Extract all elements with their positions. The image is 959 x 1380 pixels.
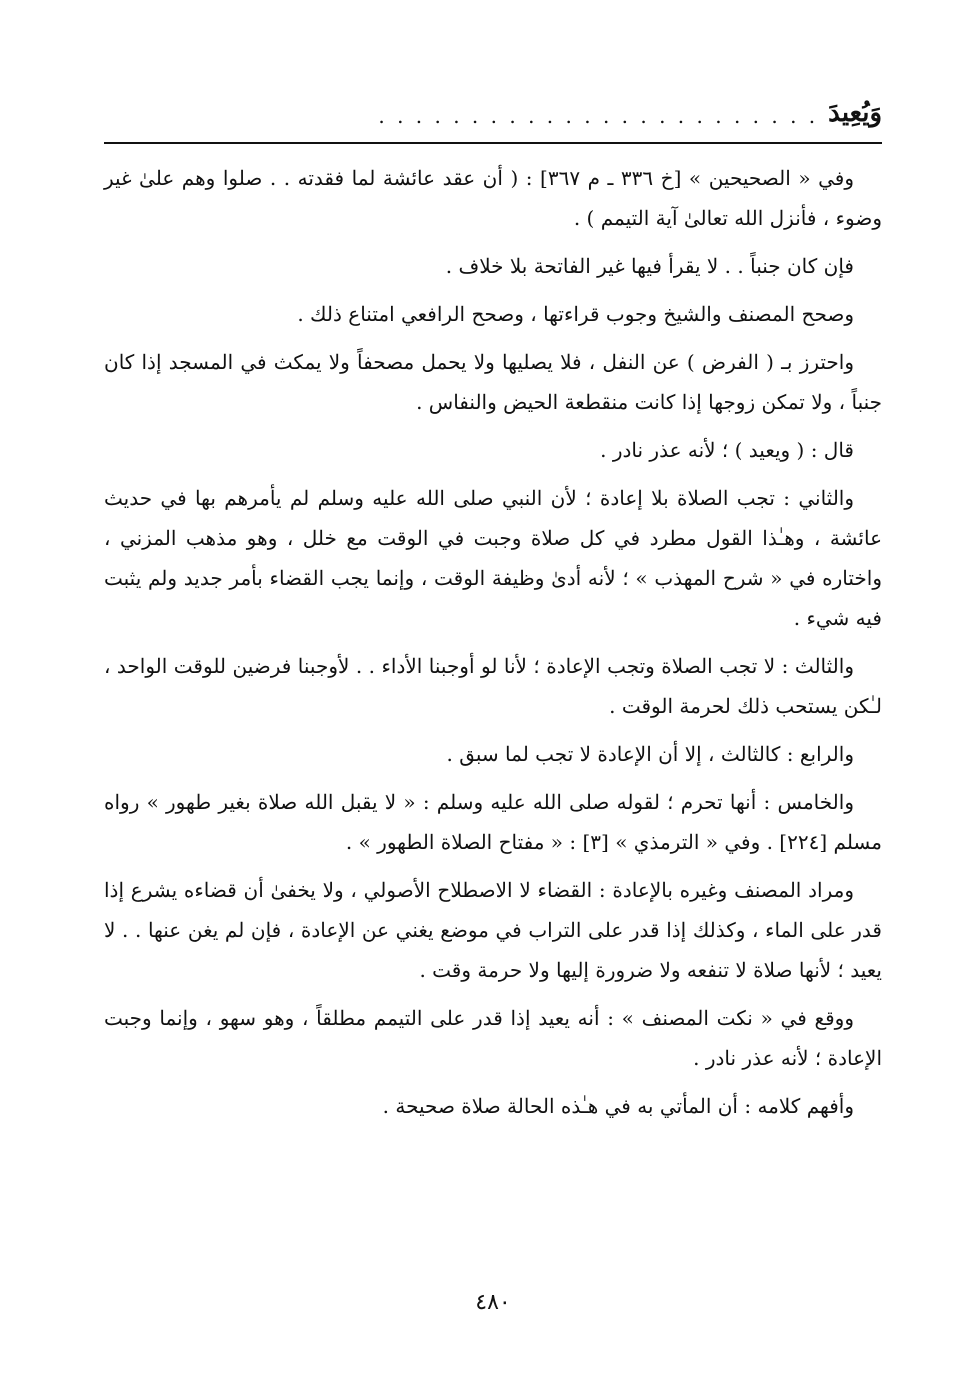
header-rule xyxy=(104,142,882,144)
book-page xyxy=(104,78,882,1358)
paragraph-3: وصحح المصنف والشيخ وجوب قراءتها ، وصحح الرافعي امتناع ذلك . xyxy=(297,302,854,326)
page-number: ٤٨٠ xyxy=(475,1290,511,1315)
paragraph-4: واحترز بـ ( الفرض ) عن النفل ، فلا يصليها ولا يحمل مصحفاً ولا يمكث في المسجد إذا كان جنباً ، ولا تمكن زوجها إذا كانت منقطعة الحيض والنفاس . xyxy=(104,350,882,414)
paragraph-11: ووقع في « نكت المصنف » : أنه يعيد إذا قدر على التيمم مطلقاً ، وهو سهو ، وإنما وجبت الإعادة ؛ لأنه عذر نادر . xyxy=(104,1006,882,1070)
paragraph-12: وأفهم كلامه : أن المأتي به في هـٰذه الحالة صلاة صحيحة . xyxy=(382,1094,854,1118)
running-header xyxy=(104,78,882,140)
paragraph-7: والثالث : لا تجب الصلاة وتجب الإعادة ؛ لأنا لو أوجبنا الأداء . . لأوجبنا فرضين للوقت الواحد ، لـٰكن يستحب ذلك لحرمة الوقت . xyxy=(104,654,882,718)
paragraph-8: والرابع : كالثالث ، إلا أن الإعادة لا تجب لما سبق . xyxy=(446,742,854,766)
paragraph-9: والخامس : أنها تحرم ؛ لقوله صلى الله عليه وسلم : « لا يقبل الله صلاة بغير طهور » رواه مسلم [٢٢٤] . وفي « الترمذي » [٣] : « مفتاح الصلاة الطهور » . xyxy=(104,790,882,854)
header-title: وَيُعِيدَ xyxy=(828,98,882,128)
header-leader-dots: . . . . . . . . . . . . . . . . . . . . . . . . xyxy=(378,104,819,128)
body-text xyxy=(104,158,882,1126)
paragraph-10: ومراد المصنف وغيره بالإعادة : القضاء لا الاصطلاح الأصولي ، ولا يخفىٰ أن قضاءه يشرع إذا قدر على الماء ، وكذلك إذا قدر على التراب في موضع يغني عن الإعادة ، فإن لم يغن عنها . . لا يعيد ؛ لأنها صلاة لا تنفعه ولا ضرورة إليها ولا حرمة وقت . xyxy=(104,878,882,982)
paragraph-2: فإن كان جنباً . . لا يقرأ فيها غير الفاتحة بلا خلاف . xyxy=(445,254,854,278)
paragraph-1: وفي « الصحيحين » [خ ٣٣٦ ـ م ٣٦٧] : ( أن عقد عائشة لما فقدته . . صلوا وهم علىٰ غير وضوء ، فأنزل الله تعالىٰ آية التيمم ) . xyxy=(104,166,882,230)
paragraph-6: والثاني : تجب الصلاة بلا إعادة ؛ لأن النبي صلى الله عليه وسلم لم يأمرهم بها في حديث عائشة ، وهـٰذا القول مطرد في كل صلاة وجبت في الوقت مع خلل ، وهو مذهب المزني ، واختاره في « شرح المهذب » ؛ لأنه أدىٰ وظيفة الوقت ، وإنما يجب القضاء بأمر جديد ولم يثبت فيه شيء . xyxy=(104,486,882,630)
paragraph-5: قال : ( ويعيد ) ؛ لأنه عذر نادر . xyxy=(600,438,854,462)
